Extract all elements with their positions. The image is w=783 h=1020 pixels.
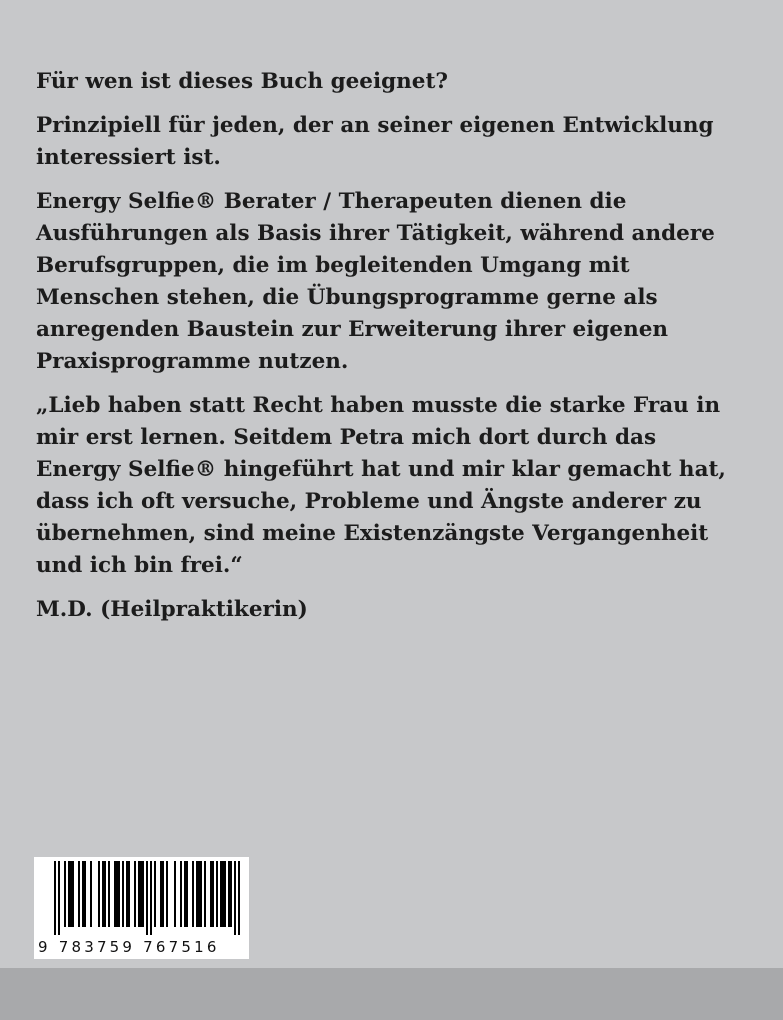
text-line: Berufsgruppen, die im begleitenden Umgang mit [36, 253, 630, 278]
barcode-bar [192, 861, 194, 927]
barcode-bar [58, 861, 60, 935]
barcode-bar [154, 861, 156, 927]
barcode-bars [34, 857, 249, 939]
barcode-bar [68, 861, 74, 927]
text-line: und ich bin frei.“ [36, 553, 243, 578]
text-line: „Lieb haben statt Recht haben musste die starke Frau in [36, 393, 721, 418]
text-line: anregenden Baustein zur Erweiterung ihrer eigenen [36, 317, 669, 342]
barcode-bar [98, 861, 100, 927]
barcode-bar [180, 861, 182, 927]
barcode-bar [184, 861, 188, 927]
barcode-bar [126, 861, 130, 927]
barcode-bar [54, 861, 56, 935]
barcode-bar [150, 861, 152, 935]
paragraph-intro [36, 110, 756, 174]
testimonial-attribution: M.D. (Heilpraktikerin) [36, 597, 308, 622]
testimonial-quote [36, 390, 756, 582]
barcode-bar [114, 861, 120, 927]
barcode-bar [204, 861, 206, 927]
text-line: Energy Selfie® Berater / Therapeuten dienen die [36, 189, 627, 214]
text-line: mir erst lernen. Seitdem Petra mich dort durch das [36, 425, 657, 450]
barcode-bar [160, 861, 164, 927]
barcode-bar [238, 861, 240, 935]
barcode-bar [82, 861, 86, 927]
barcode-bar [216, 861, 218, 927]
barcode-bar [146, 861, 148, 935]
barcode-bar [102, 861, 106, 927]
barcode-bar [220, 861, 226, 927]
isbn-number: 9 783759 767516 [38, 938, 220, 956]
barcode-bar [122, 861, 124, 927]
text-line: Ausführungen als Basis ihrer Tätigkeit, während andere [36, 221, 715, 246]
bottom-band [0, 968, 783, 1020]
isbn-barcode [34, 857, 249, 959]
heading: Für wen ist dieses Buch geeignet? [36, 69, 449, 94]
barcode-bar [166, 861, 168, 927]
text-line: übernehmen, sind meine Existenzängste Vergangenheit [36, 521, 709, 546]
barcode-bar [90, 861, 92, 927]
text-line: Praxisprogramme nutzen. [36, 349, 349, 374]
barcode-bar [228, 861, 232, 927]
barcode-bar [78, 861, 80, 927]
text-line: Energy Selfie® hingeführt hat und mir klar gemacht hat, [36, 457, 726, 482]
barcode-bar [64, 861, 66, 927]
text-line: Menschen stehen, die Übungsprogramme gerne als [36, 285, 658, 310]
barcode-bar [138, 861, 144, 927]
paragraph-audience [36, 186, 756, 378]
barcode-bar [210, 861, 214, 927]
barcode-bar [174, 861, 176, 927]
barcode-bar [134, 861, 136, 927]
text-line: Prinzipiell für jeden, der an seiner eigenen Entwicklung [36, 113, 714, 138]
text-line: dass ich oft versuche, Probleme und Ängste anderer zu [36, 489, 702, 514]
barcode-bar [196, 861, 202, 927]
text-line: interessiert ist. [36, 145, 221, 170]
barcode-bar [108, 861, 110, 927]
back-cover-text [36, 66, 756, 638]
barcode-bar [234, 861, 236, 935]
